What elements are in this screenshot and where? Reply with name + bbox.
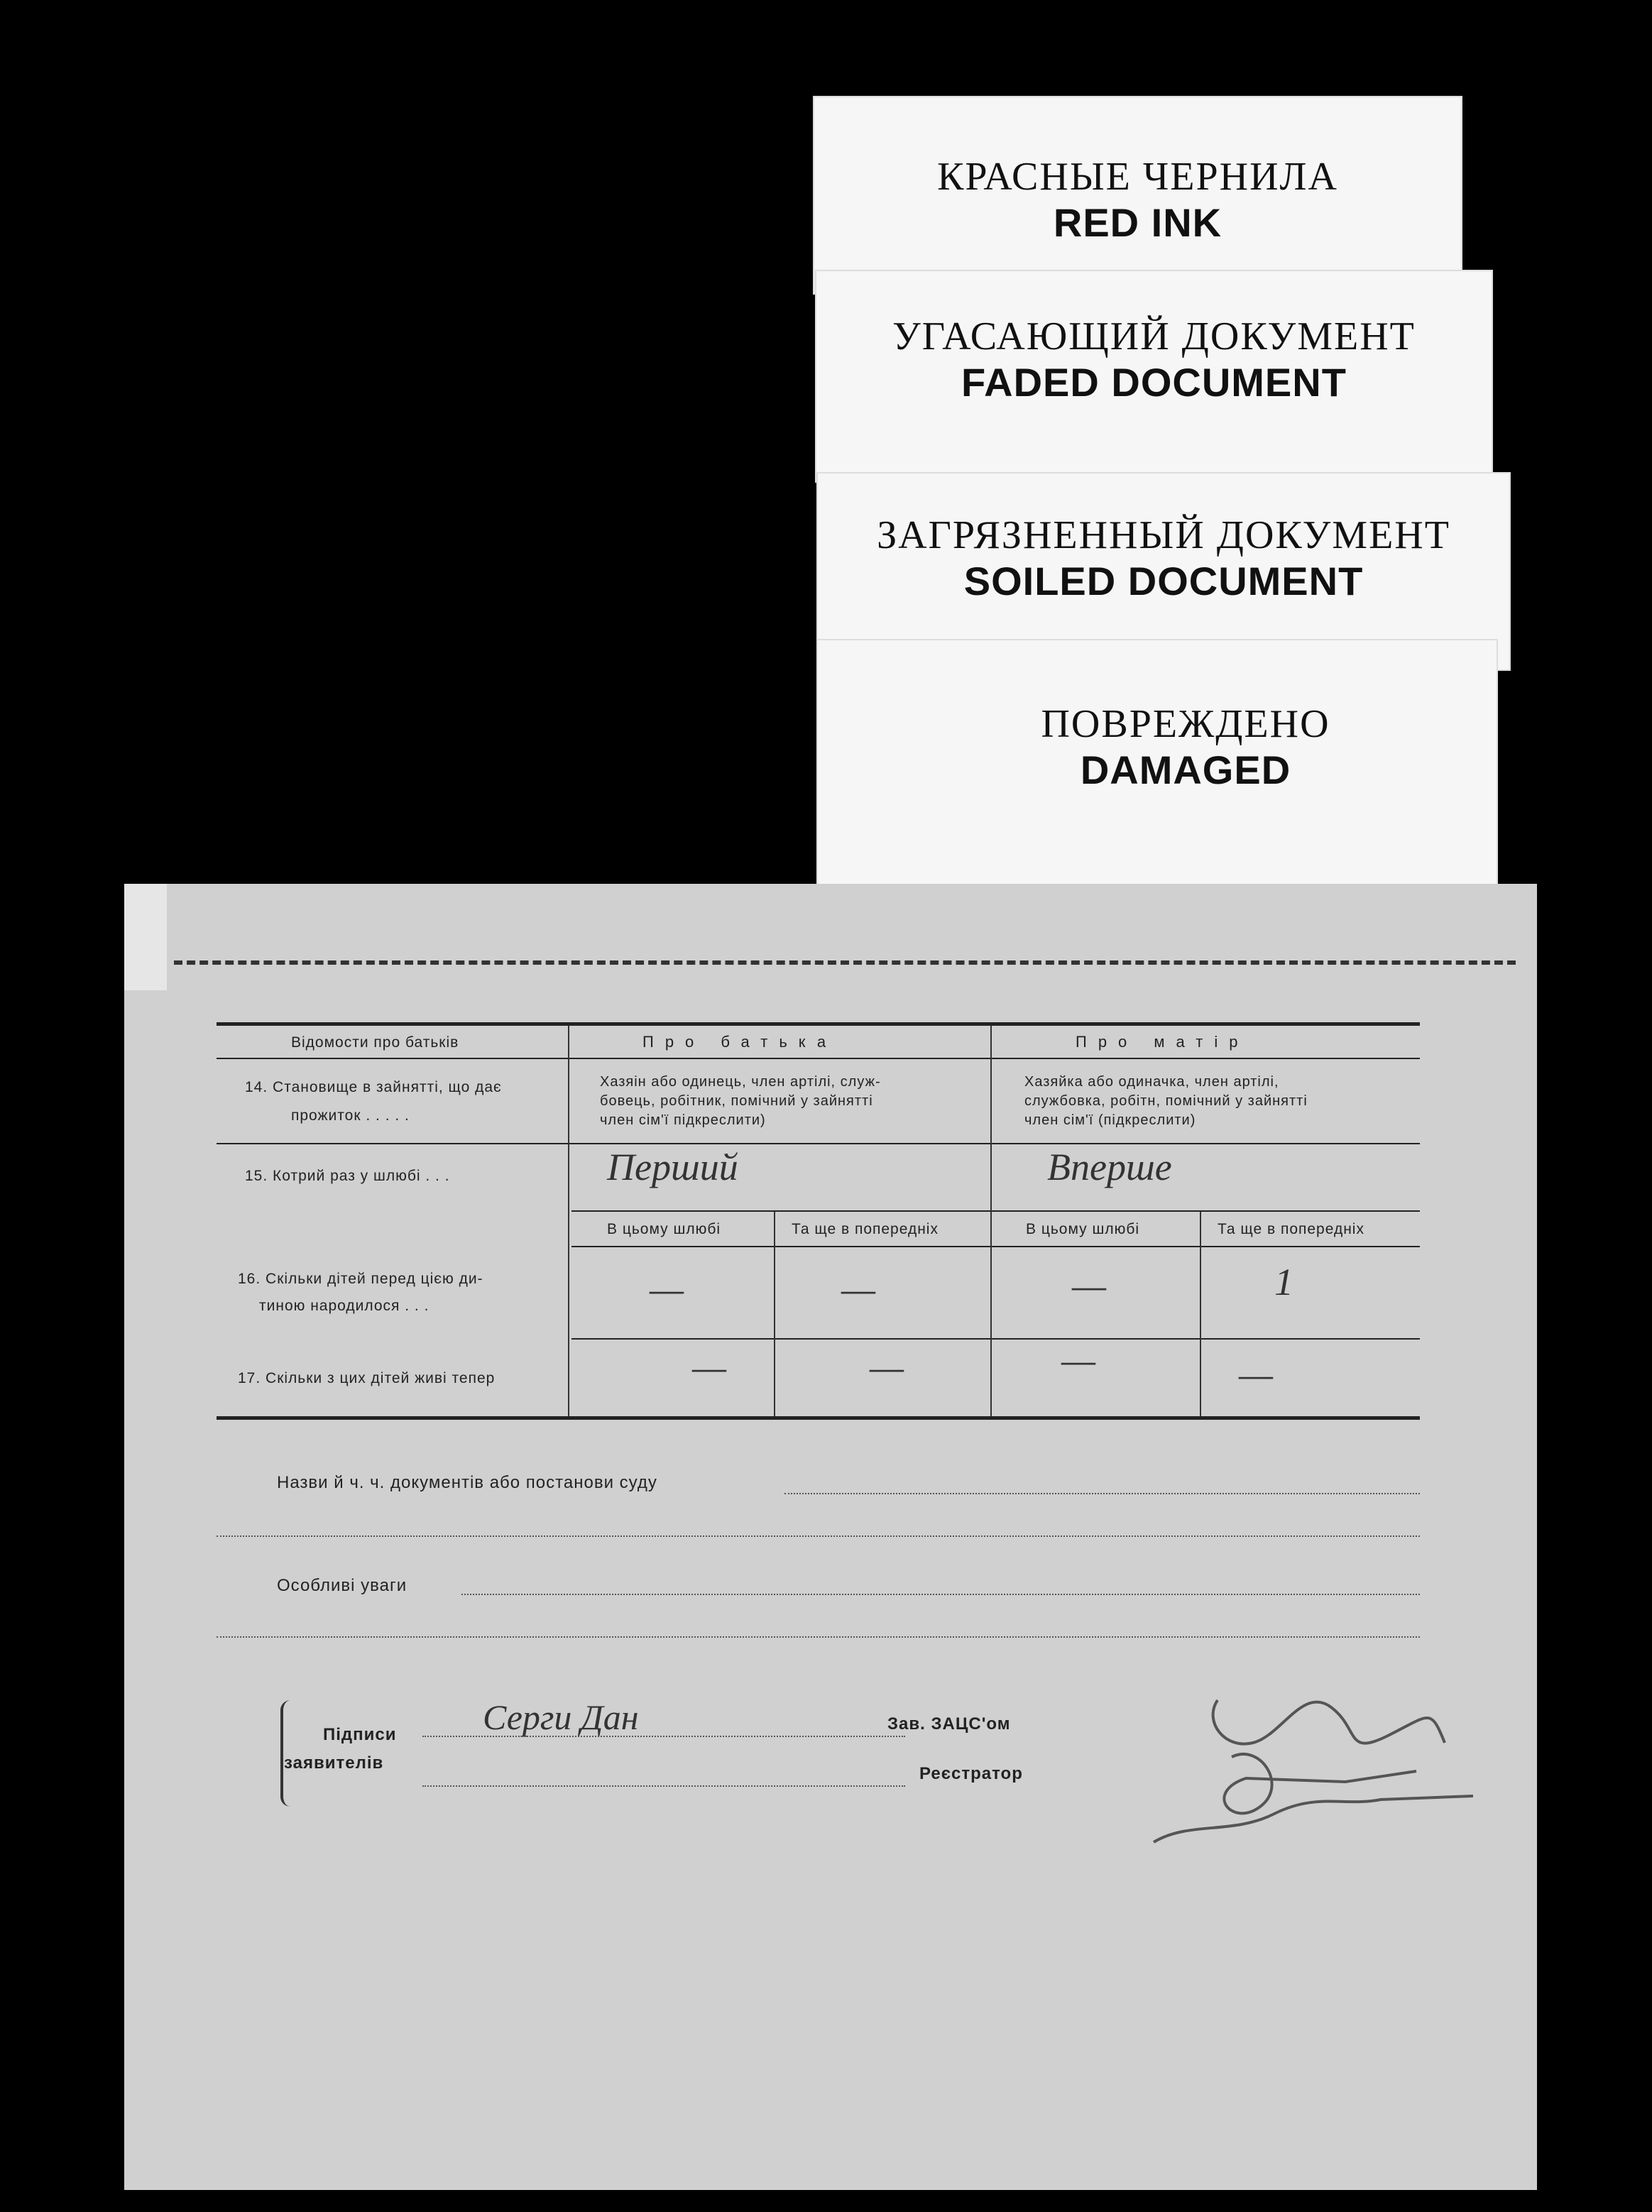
signatures-label-cont: заявителів bbox=[284, 1753, 384, 1773]
table-header-rule bbox=[217, 1058, 1420, 1059]
signatures-label: Підписи bbox=[323, 1725, 397, 1744]
row14-label: 14. Становище в зайнятті, що дає bbox=[245, 1079, 502, 1095]
row16-value: 1 bbox=[1274, 1261, 1293, 1303]
remarks-label: Особливі уваги bbox=[277, 1576, 407, 1595]
col-divider bbox=[774, 1212, 775, 1416]
row16-value: — bbox=[1072, 1264, 1107, 1307]
row17-value: — bbox=[692, 1346, 727, 1389]
card-en-text: FADED DOCUMENT bbox=[961, 360, 1347, 405]
official-signatures bbox=[1047, 1658, 1544, 1871]
table-top-rule bbox=[217, 1022, 1420, 1026]
header-parents-info: Відомости про батьків bbox=[291, 1034, 459, 1051]
subheader-rule bbox=[571, 1246, 1420, 1247]
row14-label-cont: прожиток . . . . . bbox=[291, 1107, 410, 1124]
label-card-faded-document bbox=[815, 270, 1493, 483]
perforation-line bbox=[174, 960, 1516, 965]
subheader-this-marriage: В цьому шлюбі bbox=[607, 1221, 721, 1237]
col-divider bbox=[568, 1026, 569, 1416]
row14-mother-text: службовка, робітн, помічний у зайнятті bbox=[1024, 1093, 1308, 1109]
row14-mother-text: член сім'ї (підкреслити) bbox=[1024, 1112, 1196, 1128]
row17-value: — bbox=[1239, 1353, 1274, 1396]
applicant-signature: Серги Дан bbox=[483, 1697, 639, 1737]
documents-fill-line bbox=[784, 1493, 1420, 1494]
subheader-previous: Та ще в попередніх bbox=[792, 1221, 939, 1237]
signatures-brace bbox=[280, 1700, 297, 1807]
remarks-fill-line-2 bbox=[217, 1636, 1420, 1638]
row15-label: 15. Котрий раз у шлюбі . . . bbox=[245, 1168, 450, 1184]
col-divider bbox=[1200, 1212, 1201, 1416]
header-mother: Про матір bbox=[1076, 1033, 1249, 1051]
row17-value: — bbox=[870, 1346, 904, 1389]
documents-fill-line-2 bbox=[217, 1535, 1420, 1537]
row15-mother-handwritten: Вперше bbox=[1047, 1146, 1172, 1188]
row15-rule bbox=[571, 1210, 1420, 1212]
row16-value: — bbox=[841, 1268, 876, 1310]
row16-rule bbox=[571, 1338, 1420, 1340]
signature-line bbox=[422, 1785, 905, 1787]
row16-value: — bbox=[650, 1268, 684, 1310]
card-ru-text: ПОВРЕЖДЕНО bbox=[1041, 702, 1330, 746]
subheader-this-marriage: В цьому шлюбі bbox=[1026, 1221, 1140, 1237]
header-father: Про батька bbox=[642, 1033, 838, 1051]
card-ru-text: КРАСНЫЕ ЧЕРНИЛА bbox=[937, 155, 1338, 199]
row17-label: 17. Скільки з цих дітей живі тепер bbox=[238, 1370, 496, 1386]
card-ru-text: ЗАГРЯЗНЕННЫЙ ДОКУМЕНТ bbox=[877, 513, 1450, 557]
registrar-label: Реєстратор bbox=[919, 1764, 1023, 1783]
label-card-red-ink bbox=[813, 96, 1462, 295]
signature-line bbox=[422, 1736, 905, 1737]
col-divider bbox=[990, 1026, 992, 1416]
table-bottom-rule bbox=[217, 1416, 1420, 1420]
documents-label: Назви й ч. ч. документів або постанови суду bbox=[277, 1473, 657, 1492]
folded-corner bbox=[124, 884, 167, 990]
row15-father-handwritten: Перший bbox=[607, 1146, 738, 1188]
row14-father-text: Хазяін або одинець, член артілі, служ- bbox=[600, 1074, 881, 1090]
row14-mother-text: Хазяйка або одиначка, член артілі, bbox=[1024, 1074, 1279, 1090]
subheader-previous: Та ще в попередніх bbox=[1218, 1221, 1364, 1237]
head-label: Зав. ЗАЦС'ом bbox=[887, 1714, 1011, 1734]
row14-father-text: член сім'ї підкреслити) bbox=[600, 1112, 766, 1128]
row17-value: — bbox=[1061, 1339, 1096, 1381]
card-ru-text: УГАСАЮЩИЙ ДОКУМЕНТ bbox=[892, 314, 1416, 358]
label-card-damaged bbox=[816, 639, 1498, 894]
row16-label: 16. Скільки дітей перед цією ди- bbox=[238, 1271, 483, 1287]
remarks-fill-line bbox=[461, 1594, 1420, 1595]
row14-rule bbox=[217, 1143, 1420, 1144]
row14-father-text: бовець, робітник, помічний у зайнятті bbox=[600, 1093, 873, 1109]
registry-form-page bbox=[124, 884, 1537, 2190]
card-en-text: DAMAGED bbox=[1080, 748, 1291, 792]
card-en-text: RED INK bbox=[1053, 200, 1222, 245]
card-en-text: SOILED DOCUMENT bbox=[963, 559, 1364, 603]
row16-label-cont: тиною народилося . . . bbox=[259, 1298, 430, 1314]
